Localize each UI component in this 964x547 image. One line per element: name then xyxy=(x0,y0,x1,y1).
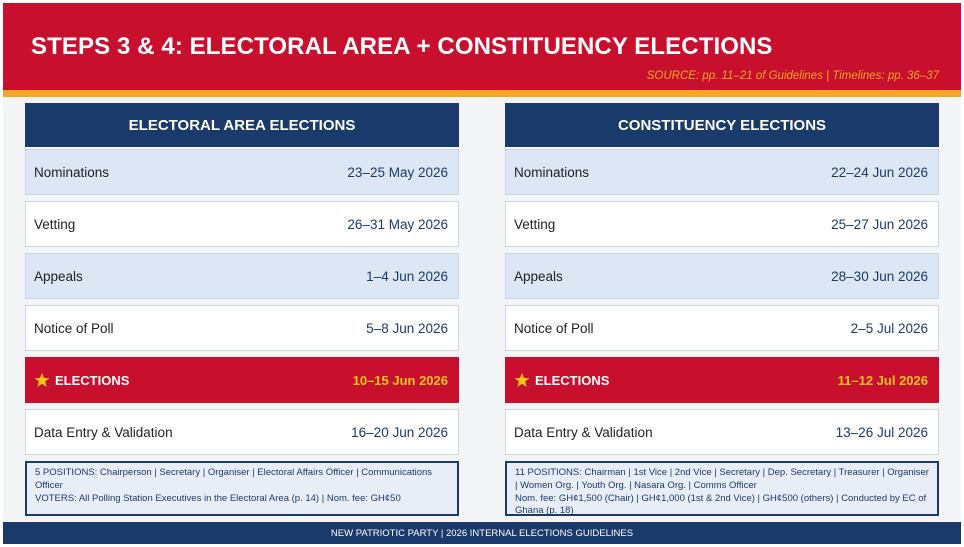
timeline-row xyxy=(25,201,459,247)
electoral-area-column xyxy=(25,103,459,516)
row-date: 25–27 Jun 2026 xyxy=(831,216,928,232)
timeline-row xyxy=(25,149,459,195)
row-label: Nominations xyxy=(34,164,110,180)
row-date: 23–25 May 2026 xyxy=(347,164,448,180)
positions-note xyxy=(505,461,939,516)
footer-bar: NEW PATRIOTIC PARTY | 2026 INTERNAL ELECTIONS GUIDELINES xyxy=(3,522,961,544)
row-date: 13–26 Jul 2026 xyxy=(835,424,928,440)
note-line: 5 POSITIONS: Chairperson | Secretary | Organiser | Electoral Affairs Officer | Communications Officer xyxy=(35,467,433,491)
row-label: Appeals xyxy=(34,268,83,284)
timeline-row xyxy=(505,149,939,195)
page-title: STEPS 3 & 4: ELECTORAL AREA + CONSTITUENCY ELECTIONS xyxy=(31,33,773,60)
accent-bar xyxy=(3,90,961,97)
row-date: 1–4 Jun 2026 xyxy=(366,268,448,284)
row-date: 26–31 May 2026 xyxy=(347,216,448,232)
row-date: 11–12 Jul 2026 xyxy=(837,372,928,388)
timeline-row xyxy=(505,305,939,351)
row-label: Nominations xyxy=(514,164,590,180)
electoral-area-heading: ELECTORAL AREA ELECTIONS xyxy=(25,103,459,147)
timeline-row xyxy=(25,305,459,351)
timeline-row xyxy=(505,409,939,455)
row-date: 22–24 Jun 2026 xyxy=(831,164,928,180)
row-label: Vetting xyxy=(34,216,76,232)
source-note: SOURCE: pp. 11–21 of Guidelines | Timelines: pp. 36–37 xyxy=(646,70,939,82)
note-line: Nom. fee: GH¢1,500 (Chair) | GH¢1,000 (1st & 2nd Vice) | GH¢500 (others) | Conducted by EC of Ghana (p. 18) xyxy=(515,492,927,517)
timeline-row xyxy=(505,253,939,299)
note-line: 11 POSITIONS: Chairman | 1st Vice | 2nd Vice | Secretary | Dep. Secretary | Treasurer | Organiser | Women Org. | Youth Org. | Nasara Org. | Comms Officer xyxy=(515,467,929,491)
constituency-column xyxy=(505,103,939,516)
row-date: 16–20 Jun 2026 xyxy=(351,424,448,440)
timeline-row xyxy=(25,409,459,455)
row-label: Data Entry & Validation xyxy=(514,424,653,440)
constituency-heading: CONSTITUENCY ELECTIONS xyxy=(505,103,939,147)
timeline-row xyxy=(505,201,939,247)
header-banner xyxy=(3,3,961,90)
star-icon xyxy=(514,372,530,388)
row-date: 2–5 Jul 2026 xyxy=(850,320,928,336)
row-label: ELECTIONS xyxy=(55,372,130,388)
row-label: Notice of Poll xyxy=(514,320,594,336)
note-line: VOTERS: All Polling Station Executives in the Electoral Area (p. 14) | Nom. fee: GH¢50 xyxy=(35,492,401,504)
row-label: ELECTIONS xyxy=(535,372,610,388)
row-label: Data Entry & Validation xyxy=(34,424,173,440)
elections-row xyxy=(25,357,459,403)
star-icon xyxy=(34,372,50,388)
elections-row xyxy=(505,357,939,403)
positions-note xyxy=(25,461,459,516)
row-label: Appeals xyxy=(514,268,563,284)
row-date: 5–8 Jun 2026 xyxy=(366,320,448,336)
timeline-row xyxy=(25,253,459,299)
row-label: Notice of Poll xyxy=(34,320,114,336)
row-label: Vetting xyxy=(514,216,556,232)
row-date: 28–30 Jun 2026 xyxy=(831,268,928,284)
row-date: 10–15 Jun 2026 xyxy=(352,372,448,388)
